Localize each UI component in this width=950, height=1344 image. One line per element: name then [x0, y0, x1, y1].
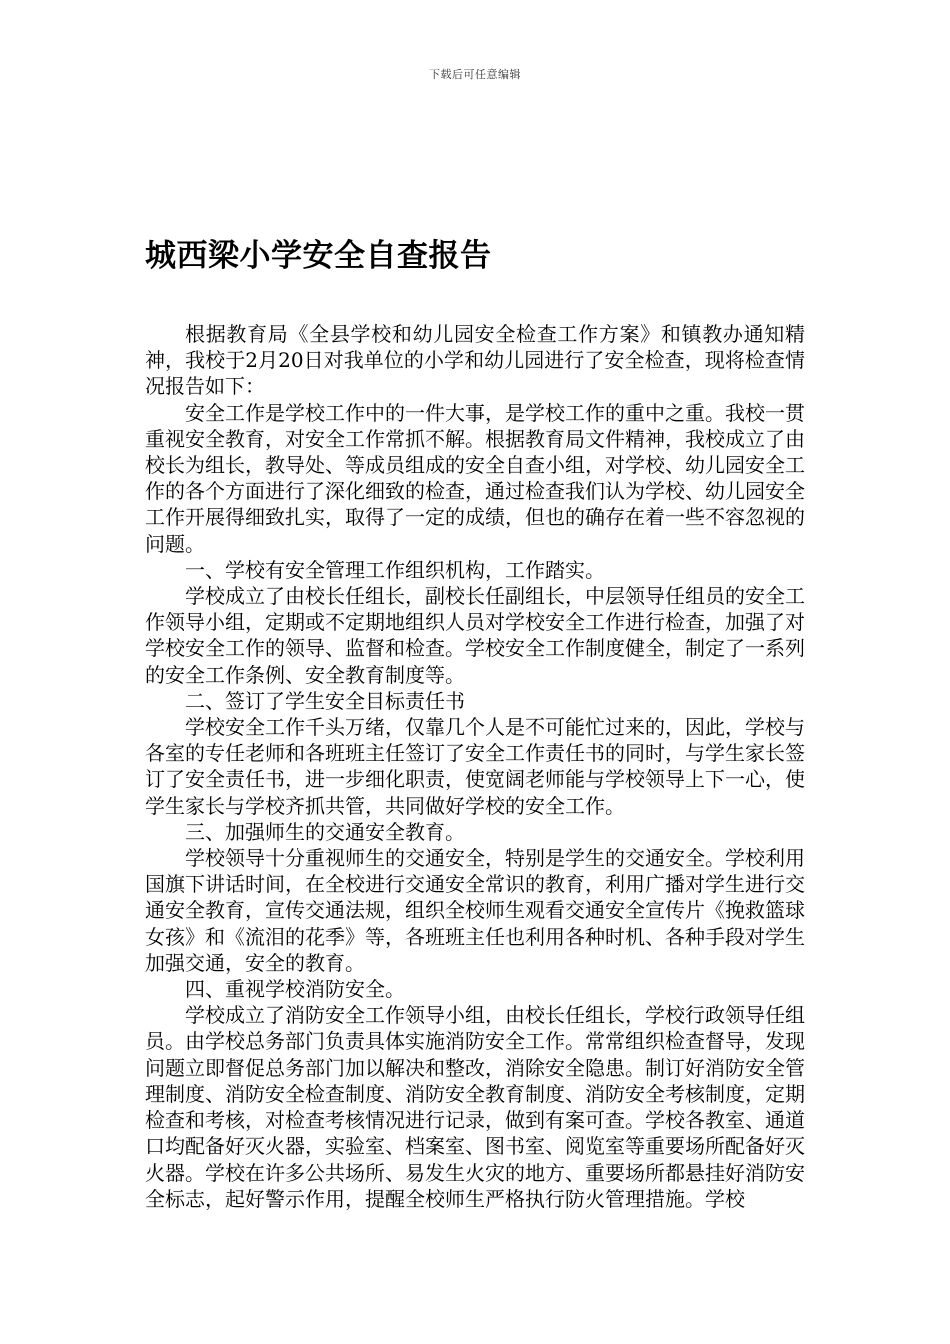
page-header: 下载后可任意编辑 [429, 68, 521, 81]
section-heading: 三、加强师生的交通安全教育。 [185, 819, 465, 844]
document-title: 城西梁小学安全自查报告 [145, 238, 492, 274]
paragraph: 根据教育局《全县学校和幼儿园安全检查工作方案》和镇教办通知精神，我校于2月20日对我单位的小学和幼儿园进行了安全检查，现将检查情况报告如下： [145, 322, 805, 399]
section-heading: 二、签订了学生安全目标责任书 [185, 688, 465, 713]
document-body [145, 321, 805, 1212]
section-heading: 四、重视学校消防安全。 [185, 977, 405, 1002]
paragraph: 学校成立了由校长任组长，副校长任副组长，中层领导任组员的安全工作领导小组，定期或不定期地组织人员对学校安全工作进行检查，加强了对学校安全工作的领导、监督和检查。学校安全工作制度健全，制定了一系列的安全工作条例、安全教育制度等。 [145, 584, 805, 687]
paragraph: 学校安全工作千头万绪，仅靠几个人是不可能忙过来的，因此，学校与各室的专任老师和各班班主任签订了安全工作责任书的同时，与学生家长签订了安全责任书，进一步细化职责，使宽阔老师能与学校领导上下一心，使学生家长与学校齐抓共管，共同做好学校的安全工作。 [145, 715, 805, 818]
section-heading: 一、学校有安全管理工作组织机构，工作踏实。 [185, 557, 605, 582]
paragraph: 学校成立了消防安全工作领导小组，由校长任组长，学校行政领导任组员。由学校总务部门负责具体实施消防安全工作。常常组织检查督导，发现问题立即督促总务部门加以解决和整改，消除安全隐患。制订好消防安全管理制度、消防安全检查制度、消防安全教育制度、消防安全考核制度，定期检查和考核，对检查考核情况进行记录，做到有案可查。学校各教室、通道口均配备好灭火器，实验室、档案室、图书室、阅览室等重要场所配备好灭火器。学校在许多公共场所、易发生火灾的地方、重要场所都悬挂好消防安全标志，起好警示作用，提醒全校师生严格执行防火管理措施。学校 [145, 1003, 805, 1211]
paragraph: 安全工作是学校工作中的一件大事，是学校工作的重中之重。我校一贯重视安全教育，对安全工作常抓不解。根据教育局文件精神，我校成立了由校长为组长，教导处、等成员组成的安全自查小组，对学校、幼儿园安全工作的各个方面进行了深化细致的检查，通过检查我们认为学校、幼儿园安全工作开展得细致扎实，取得了一定的成绩，但也的确存在着一些不容忽视的问题。 [145, 400, 805, 556]
paragraph: 学校领导十分重视师生的交通安全，特别是学生的交通安全。学校利用国旗下讲话时间，在全校进行交通安全常识的教育，利用广播对学生进行交通安全教育，宣传交通法规，组织全校师生观看交通安全宣传片《挽救篮球女孩》和《流泪的花季》等，各班班主任也利用各种时机、各种手段对学生加强交通，安全的教育。 [145, 846, 805, 975]
